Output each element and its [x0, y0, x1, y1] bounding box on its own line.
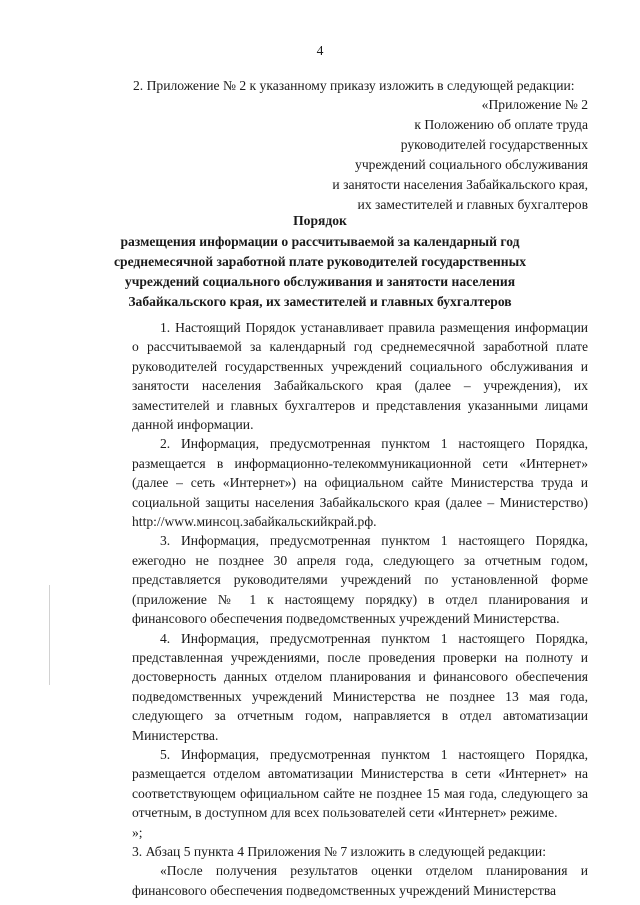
appendix-header-line: руководителей государственных [400, 137, 588, 152]
subtitle-line: размещения информации о рассчитываемой за календарный год [120, 234, 520, 249]
appendix-header-line: и занятости населения Забайкальского края, [332, 177, 588, 192]
paragraph-3: 3. Информация, предусмотренная пунктом 1 настоящего Порядка, ежегодно не позднее 30 апреля года, следующего за отчетным годом, представляется руководителями учреждений по установленной форме (приложение № 1 к настоящему порядку) в отдел планирования и финансового обеспечения подведомственных учреждений Министерства. [132, 533, 588, 627]
subtitle-line: Забайкальского края, их заместителей и главных бухгалтеров [128, 294, 512, 309]
subtitle-line: учреждений социального обслуживания и занятости населения [124, 274, 516, 289]
scan-edge-line [49, 585, 50, 685]
document-body [132, 318, 588, 900]
appendix-header-line: их заместителей и главных бухгалтеров [357, 197, 588, 212]
document-title: Порядок [293, 213, 347, 228]
subtitle-line: среднемесячной заработной плате руководителей государственных [113, 254, 527, 269]
amendment-3-text: «После получения результатов оценки отделом планирования и финансового обеспечения подведомственных учреждений Министерства [132, 863, 588, 898]
paragraph-5: 5. Информация, предусмотренная пунктом 1 настоящего Порядка, размещается отделом автоматизации Министерства в сети «Интернет» на соответствующем официальном сайте не позднее 15 мая года, следующего за отчетным, в доступном для всех пользователей сети «Интернет» режиме. [132, 746, 588, 821]
paragraph-2: 2. Информация, предусмотренная пунктом 1 настоящего Порядка, размещается в информационно-телекоммуникационной сети «Интернет» (далее – сеть «Интернет») на официальном сайте Министерства труда и социальной защиты населения Забайкальского края (далее – Министерство) http://www.минсоц.забайкальскийкрай.рф. [132, 436, 588, 530]
closing-quote: »; [132, 824, 143, 840]
document-subtitle [0, 232, 640, 312]
appendix-header-line: «Приложение № 2 [481, 97, 588, 112]
appendix-header-line: учреждений социального обслуживания [355, 157, 588, 172]
amendment-3-heading: 3. Абзац 5 пункта 4 Приложения № 7 изложить в следующей редакции: [132, 843, 546, 859]
paragraph-1: 1. Настоящий Порядок устанавливает правила размещения информации о рассчитываемой за календарный год среднемесячной заработной плате руководителей государственных учреждений социального обслуживания и занятости населения Забайкальского края (далее – учреждения), их заместителей и главных бухгалтеров и представления указанными лицами данной информации. [132, 320, 588, 433]
paragraph-4: 4. Информация, предусмотренная пунктом 1 настоящего Порядка, представленная учреждениями, после проведения проверки на полноту и достоверность данных отделом планирования и финансового обеспечения подведомственных учреждений Министерства не позднее 13 мая года, следующего за отчетным годом, направляется в отдел автоматизации Министерства. [132, 630, 588, 743]
appendix-header-line: к Положению об оплате труда [414, 117, 588, 132]
amendment-2-heading: 2. Приложение № 2 к указанному приказу изложить в следующей редакции: [133, 78, 575, 93]
page-number: 4 [316, 43, 324, 58]
appendix-header [332, 95, 588, 215]
